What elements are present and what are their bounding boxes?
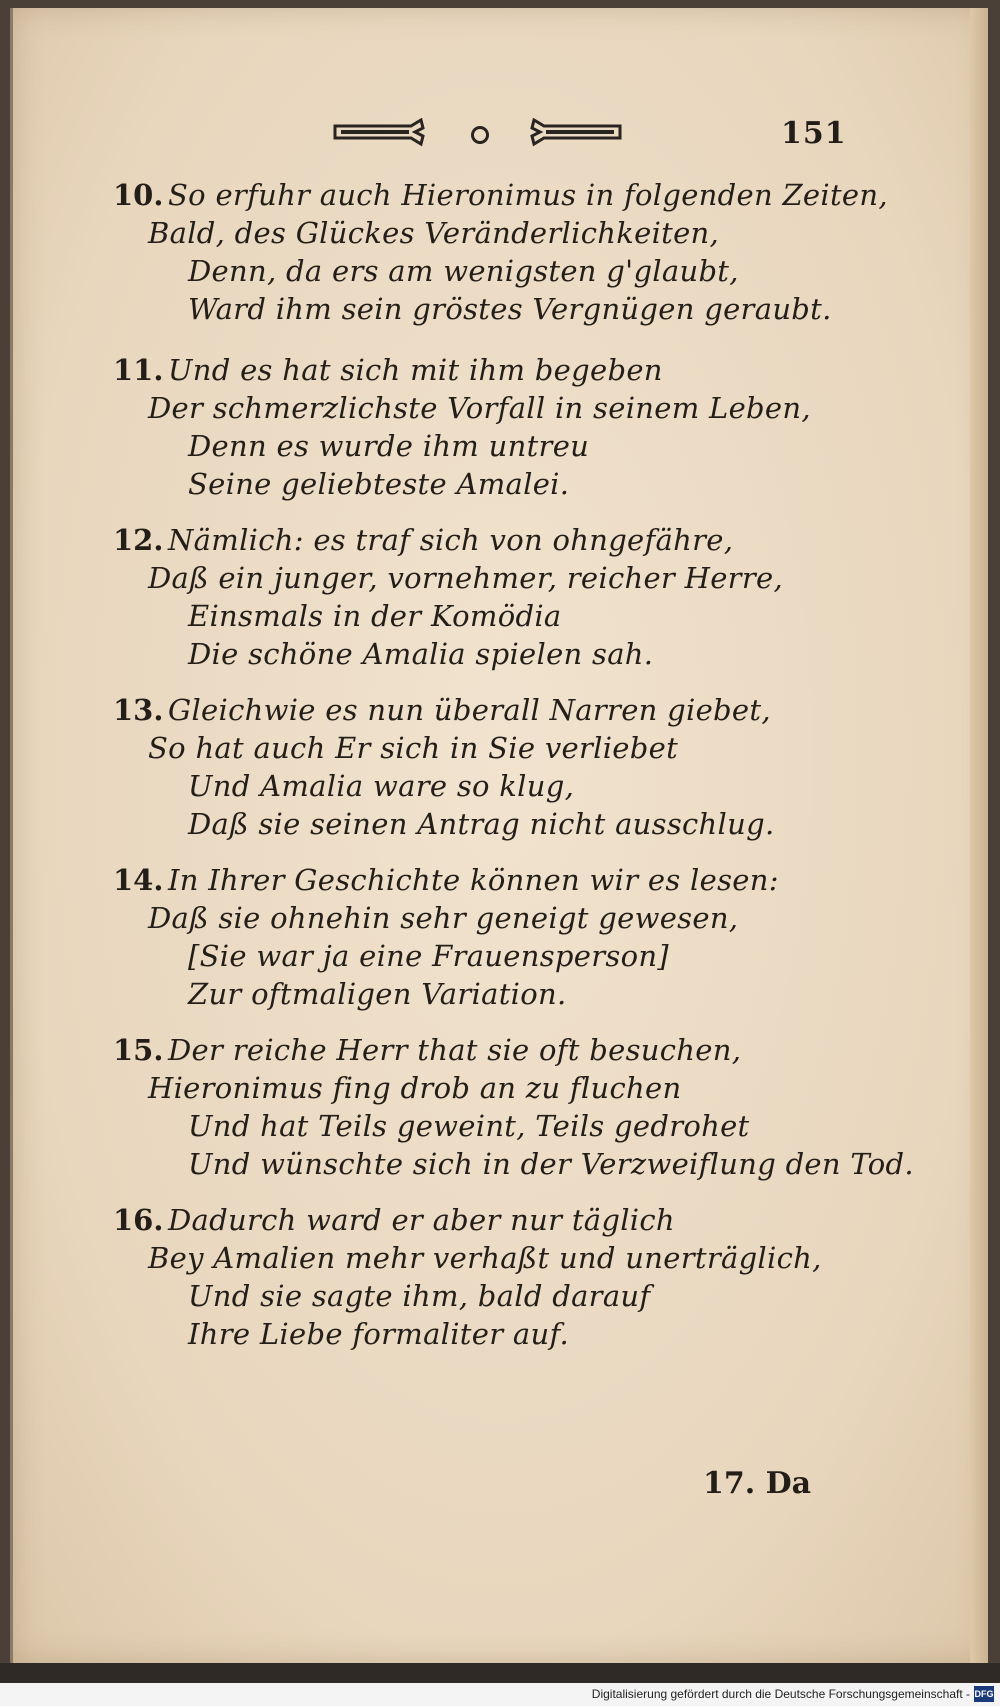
verse-line: So erfuhr auch Hieronimus in folgenden Zeiten, [168, 178, 888, 212]
verse-line: Und Amalia ware so klug, [188, 769, 575, 803]
catchword: 17. Da [703, 1466, 812, 1501]
stanza-number: 11. [113, 353, 164, 387]
verse-line: Daß ein junger, vornehmer, reicher Herre, [148, 561, 783, 595]
verse-line: Daß sie ohnehin sehr geneigt gewesen, [148, 901, 739, 935]
verse-line: Und es hat sich mit ihm begeben [168, 353, 663, 387]
ornament-right-icon [528, 118, 624, 148]
page-number: 151 [781, 116, 847, 151]
verse-line: Daß sie seinen Antrag nicht ausschlug. [188, 807, 775, 841]
verse-line: Der schmerzlichste Vorfall in seinem Leben, [148, 391, 811, 425]
stanza-number: 12. [113, 523, 164, 557]
book-page [10, 8, 988, 1663]
verse-line: Und sie sagte ihm, bald darauf [188, 1279, 651, 1313]
footer-bar [0, 1683, 1000, 1706]
ornament-left-icon [331, 118, 427, 148]
verse-line: Hieronimus fing drob an zu fluchen [148, 1071, 682, 1105]
verse-line: Und hat Teils geweint, Teils gedrohet [188, 1109, 750, 1143]
verse-line: Ward ihm sein gröstes Vergnügen geraubt. [188, 292, 832, 326]
verse-line: Der reiche Herr that sie oft besuchen, [168, 1033, 742, 1067]
page-edge [970, 8, 988, 1663]
stanza-number: 10. [113, 178, 164, 212]
verse-line: Die schöne Amalia spielen sah. [188, 637, 654, 671]
verse-line: Zur oftmaligen Variation. [188, 977, 567, 1011]
scan-bottom-band [0, 1663, 1000, 1683]
stanza-number: 16. [113, 1203, 164, 1237]
footer-credit: Digitalisierung gefördert durch die Deutsche Forschungsgemeinschaft - [591, 1687, 970, 1701]
verse-line: Seine geliebteste Amalei. [188, 467, 570, 501]
verse-line: Einsmals in der Komödia [188, 599, 562, 633]
verse-line: [Sie war ja eine Frauensperson] [188, 939, 669, 973]
stanza-number: 14. [113, 863, 164, 897]
verse-line: Denn es wurde ihm untreu [188, 429, 590, 463]
verse-line: So hat auch Er sich in Sie verliebet [148, 731, 679, 765]
ornament-circle-icon [471, 126, 489, 144]
verse-line: Bald, des Glückes Veränderlichkeiten, [148, 216, 720, 250]
verse-line: Bey Amalien mehr verhaßt und unerträglich, [148, 1241, 822, 1275]
verse-line: Denn, da ers am wenigsten g'glaubt, [188, 254, 739, 288]
verse-line: Gleichwie es nun überall Narren giebet, [168, 693, 771, 727]
verse-line: Ihre Liebe formaliter auf. [188, 1317, 569, 1351]
verse-line: In Ihrer Geschichte können wir es lesen: [168, 863, 779, 897]
verse-line: Dadurch ward er aber nur täglich [168, 1203, 675, 1237]
verse-line: Und wünschte sich in der Verzweiflung den Tod. [188, 1147, 914, 1181]
verse-line: Nämlich: es traf sich von ohngefähre, [168, 523, 734, 557]
stanza-number: 15. [113, 1033, 164, 1067]
page-header [13, 116, 988, 156]
dfg-logo-icon: DFG [974, 1686, 994, 1702]
stanza-number: 13. [113, 693, 164, 727]
